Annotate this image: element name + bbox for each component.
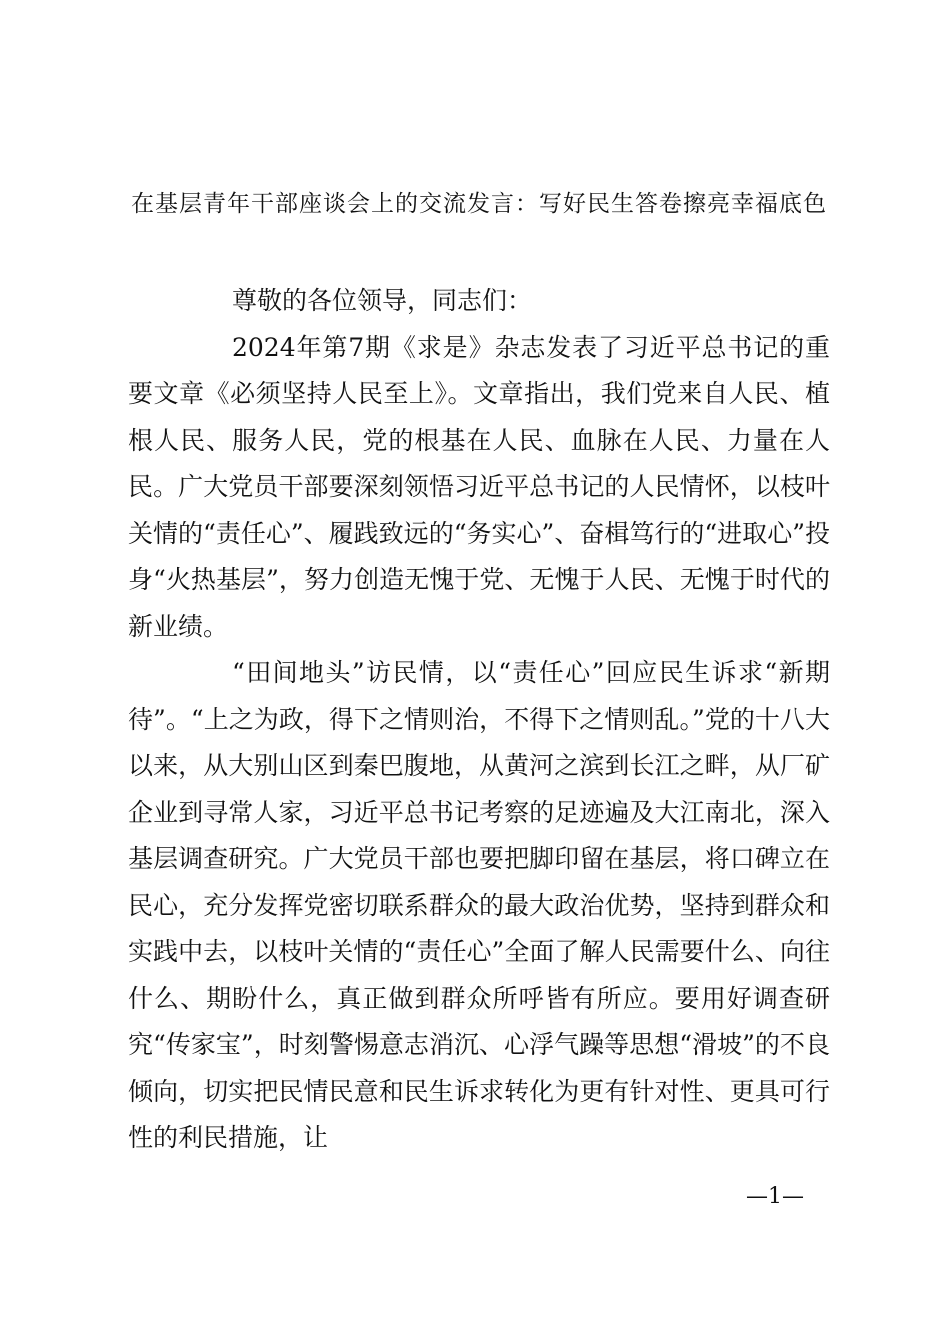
document-title: 在基层青年干部座谈会上的交流发言：写好民生答卷擦亮幸福底色 (131, 191, 827, 217)
salutation: 尊敬的各位领导，同志们： (232, 286, 533, 315)
page-number: —1— (746, 1184, 804, 1209)
paragraph-2: “田间地头”访民情，以“责任心”回应民生诉求“新期待”。“上之为政，得下之情则治，不得下之情则乱。”党的十八大以来，从大别山区到秦巴腹地，从黄河之滨到长江之畔，从厂矿企业到寻常人家，习近平总书记考察的足迹遍及大江南北，深入基层调查研究。广大党员干部也要把脚印留在基层，将口碑立在民心，充分发挥党密切联系群众的最大政治优势，坚持到群众和实践中去，以枝叶关情的“责任心”全面了解人民需要什么、向往什么、期盼什么，真正做到群众所呼皆有所应。要用好调查研究“传家宝”，时刻警惕意志消沉、心浮气躁等思想“滑坡”的不良倾向，切实把民情民意和民生诉求转化为更有针对性、更具可行性的利民措施，让 (128, 658, 830, 1152)
document-body (128, 278, 830, 1162)
paragraph-1: 2024年第7期《求是》杂志发表了习近平总书记的重要文章《必须坚持人民至上》。文章指出，我们党来自人民、植根人民、服务人民，党的根基在人民、血脉在人民、力量在人民。广大党员干部要深刻领悟习近平总书记的人民情怀，以枝叶关情的“责任心”、履践致远的“务实心”、奋楫笃行的“进取心”投身“火热基层”，努力创造无愧于党、无愧于人民、无愧于时代的新业绩。 (128, 332, 830, 641)
